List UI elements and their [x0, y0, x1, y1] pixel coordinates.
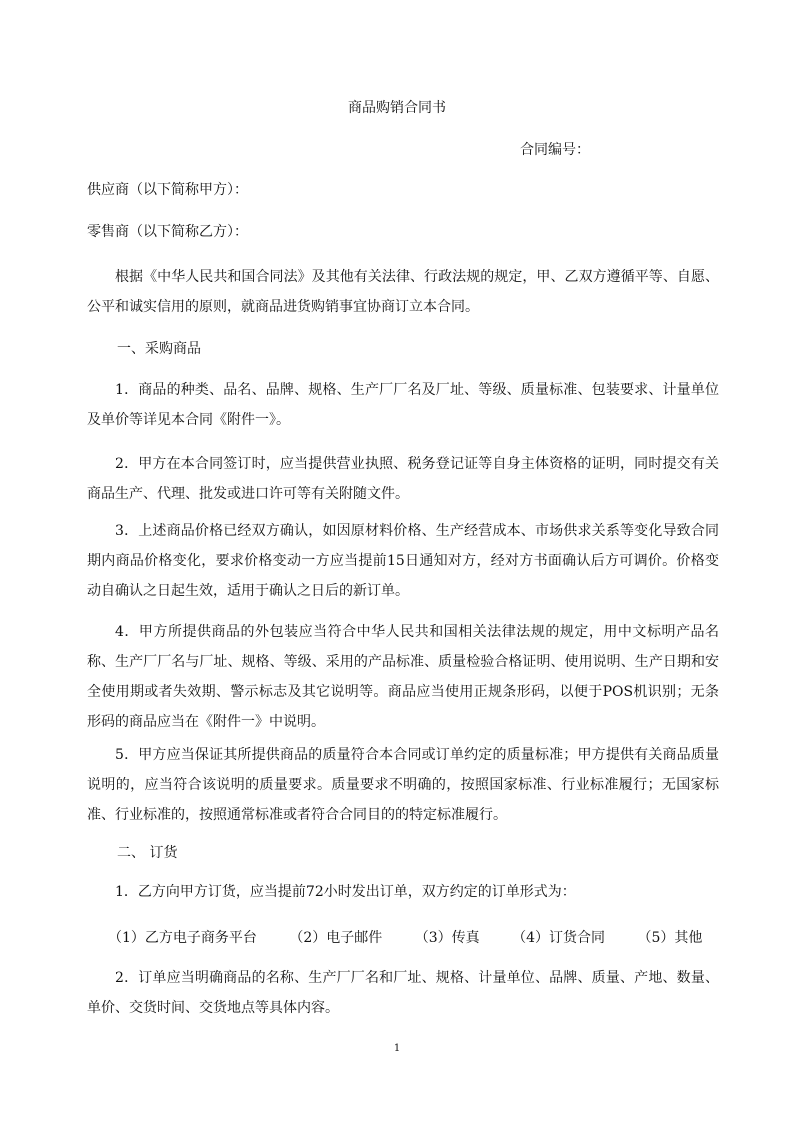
section-1-item-3: 3．上述商品价格已经双方确认，如因原材料价格、生产经营成本、市场供求关系等变化导致合同期内商品价格变化，要求价格变动一方应当提前15日通知对方，经对方书面确认后方可调价。价格变动自确认之日起生效，适用于确认之日后的新订单。 — [87, 523, 719, 599]
section-1-item-1: 1．商品的种类、品名、品牌、规格、生产厂厂名及厂址、等级、质量标准、包装要求、计量单位及单价等详见本合同《附件一》。 — [87, 382, 719, 428]
section-1-heading: 一、采购商品 — [117, 341, 201, 357]
contract-number-label: 合同编号： — [520, 142, 590, 158]
order-option: （1）乙方电子商务平台 — [108, 930, 257, 946]
order-option: （3）传真 — [414, 930, 480, 946]
section-2-item-2: 2．订单应当明确商品的名称、生产厂厂名和厂址、规格、计量单位、品牌、质量、产地、数量、单价、交货时间、交货地点等具体内容。 — [87, 970, 719, 1016]
intro-paragraph: 根据《中华人民共和国合同法》及其他有关法律、行政法规的规定，甲、乙双方遵循平等、自愿、公平和诚实信用的原则，就商品进货购销事宜协商订立本合同。 — [87, 269, 719, 315]
section-2-heading: 二、 订货 — [117, 845, 178, 861]
order-option: （4）订货合同 — [512, 930, 606, 946]
order-option: （5）其他 — [637, 930, 703, 946]
order-option: （2）电子邮件 — [289, 930, 383, 946]
section-2-item-1: 1．乙方向甲方订货，应当提前72小时发出订单，双方约定的订单形式为： — [115, 884, 576, 900]
section-1-item-4: 4．甲方所提供商品的外包装应当符合中华人民共和国相关法律法规的规定，用中文标明产品名称、生产厂厂名与厂址、规格、等级、采用的产品标准、质量检验合格证明、使用说明、生产日期和安全使用期或者失效期、警示标志及其它说明等。商品应当使用正规条形码，以便于POS机识别；无条形码的商品应当在《附件一》中说明。 — [87, 624, 719, 730]
section-1-item-2: 2．甲方在本合同签订时，应当提供营业执照、税务登记证等自身主体资格的证明，同时提交有关商品生产、代理、批发或进口许可等有关附随文件。 — [87, 456, 719, 502]
order-form-options — [108, 928, 702, 948]
retailer-label: 零售商（以下简称乙方）： — [87, 224, 248, 240]
document-title: 商品购销合同书 — [348, 100, 446, 116]
section-1-item-5: 5．甲方应当保证其所提供商品的质量符合本合同或订单约定的质量标准；甲方提供有关商品质量说明的，应当符合该说明的质量要求。质量要求不明确的，按照国家标准、行业标准履行；无国家标准、行业标准的，按照通常标准或者符合合同目的的特定标准履行。 — [87, 747, 719, 823]
supplier-label: 供应商（以下简称甲方）： — [87, 182, 248, 198]
page-number: 1 — [393, 1043, 401, 1054]
